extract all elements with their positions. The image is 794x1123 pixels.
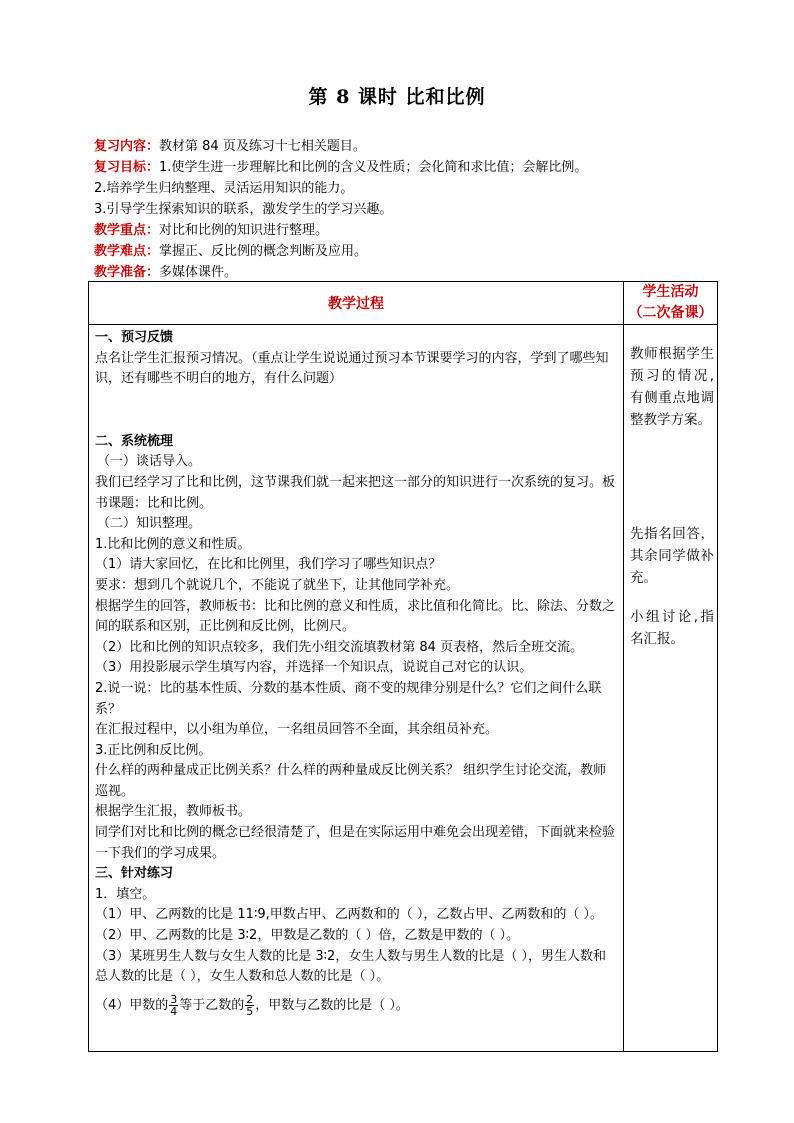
practice-q4-part-c: ，甲数与乙数的比是（ ）。 xyxy=(255,997,409,1013)
item-basic-properties: 2.说一说：比的基本性质、分数的基本性质、商不变的规律分别是什么？它们之间什么联系？ xyxy=(95,680,602,717)
activity-note-1: 教师根据学生预习的情况,有侧重点地调整教学方案。 xyxy=(630,346,714,428)
fraction-1-numerator: 3 xyxy=(170,992,178,1006)
difficult-point-text: 掌握正、反比例的概念判断及应用。 xyxy=(159,244,368,259)
question-projection: （3）用投影展示学生填写内容，并选择一个知识点，说说自己对它的认识。 xyxy=(95,660,533,676)
student-activity-cell xyxy=(624,325,718,1052)
subsection-knowledge: （二）知识整理。 xyxy=(97,516,202,532)
section-preview-title: 一、预习反馈 xyxy=(95,330,174,345)
practice-q1: （1）甲、乙两数的比是 11∶9,甲数占甲、乙两数和的（ ），乙数占甲、乙两数和的（ ）。 xyxy=(95,907,603,923)
review-content-label: 复习内容： xyxy=(94,139,160,154)
item-direct-inverse: 3.正比例和反比例。 xyxy=(95,742,212,758)
fraction-two-fifths xyxy=(245,994,254,1017)
fraction-2-numerator: 2 xyxy=(246,992,254,1006)
header-activity-line-2: （二次备课） xyxy=(628,305,713,321)
difficult-point-label: 教学难点： xyxy=(94,244,160,259)
review-goal-label: 复习目标： xyxy=(94,160,160,175)
report-process-text: 在汇报过程中，以小组为单位，一名组员回答不全面，其余组员补充。 xyxy=(95,722,499,738)
key-point-text: 对比和比例的知识进行整理。 xyxy=(159,223,329,238)
practice-q4 xyxy=(95,994,618,1017)
review-goal-3: 3.引导学生探索知识的联系，激发学生的学习兴趣。 xyxy=(94,202,393,217)
key-point-row xyxy=(94,220,734,241)
section-preview-text: 点名让学生汇报预习情况。（重点让学生说说通过预习本节课要学习的内容，学到了哪些知识，还有哪些不明白的地方，有什么问题） xyxy=(95,350,609,387)
page-title: 第 8 课时 比和比例 xyxy=(308,86,486,108)
practice-q3: （3）某班男生人数与女生人数的比是 3∶2，女生人数与男生人数的比是（ ），男生人数和总人数的比是（ ），女生人数和总人数的比是（ ）。 xyxy=(95,948,606,985)
key-point-label: 教学重点： xyxy=(94,223,160,238)
review-goal-row xyxy=(94,157,734,178)
practice-fill-blank: 1．填空。 xyxy=(95,886,156,902)
teaching-process-cell xyxy=(89,325,624,1052)
practice-q4-part-b: 等于乙数的 xyxy=(179,997,245,1013)
lesson-plan-table xyxy=(88,281,718,1052)
difficult-point-row xyxy=(94,241,734,262)
transition-text: 同学们对比和比例的概念已经很清楚了，但是在实际运用中难免会出现差错，下面就来检验一下我们的学习成果。 xyxy=(95,825,616,861)
section-practice-title: 三、针对练习 xyxy=(95,866,174,882)
activity-note-2: 先指名回答，其余同学做补充。 xyxy=(630,526,714,586)
header-activity-line-1: 学生活动 xyxy=(642,284,699,300)
board-writing-text: 根据学生的回答，教师板书：比和比例的意义和性质，求比值和化简比。比、除法、分数之间的联系和区别，正比例和反比例，比例尺。 xyxy=(95,598,616,635)
header-student-activity xyxy=(624,282,718,325)
intro-text: 我们已经学习了比和比例，这节课我们就一起来把这一部分的知识进行一次系统的复习。板书课题：比和比例。 xyxy=(95,474,616,511)
review-goal-1: 1.使学生进一步理解比和比例的含义及性质；会化简和求比值；会解比例。 xyxy=(159,160,588,175)
question-group-table: （2）比和比例的知识点较多，我们先小组交流填教材第 84 页表格，然后全班交流。 xyxy=(95,639,584,655)
preparation-row xyxy=(94,262,734,283)
question-recall: （1）请大家回忆，在比和比例里，我们学习了哪些知识点？ xyxy=(95,557,442,573)
fraction-2-denominator: 5 xyxy=(246,1004,254,1018)
preparation-text: 多媒体课件。 xyxy=(159,265,238,280)
question-proportion: 什么样的两种量成正比例关系？什么样的两种量成反比例关系？ 组织学生讨论交流，教师巡视。 xyxy=(95,763,607,799)
lesson-meta xyxy=(94,136,734,283)
review-goal-2: 2.培养学生归纳整理、灵活运用知识的能力。 xyxy=(94,181,354,196)
fraction-1-denominator: 4 xyxy=(170,1004,178,1018)
requirement-text: 要求：想到几个就说几个，不能说了就坐下，让其他同学补充。 xyxy=(95,577,460,593)
preparation-label: 教学准备： xyxy=(94,265,160,280)
review-content-row xyxy=(94,136,734,157)
section-review-title: 二、系统梳理 xyxy=(95,433,174,449)
review-content-text: 教材第 84 页及练习十七相关题目。 xyxy=(159,139,366,154)
practice-q4-part-a: （4）甲数的 xyxy=(95,997,169,1013)
board-writing-2: 根据学生汇报，教师板书。 xyxy=(95,804,252,820)
subsection-intro: （一）谈话导入。 xyxy=(97,454,202,470)
item-meaning-properties: 1.比和比例的意义和性质。 xyxy=(95,536,251,552)
activity-note-3: 小组讨论,指名汇报。 xyxy=(630,609,714,647)
header-teaching-process: 教学过程 xyxy=(89,282,624,325)
practice-q2: （2）甲、乙两数的比是 3∶2，甲数是乙数的（ ）倍，乙数是甲数的（ ）。 xyxy=(95,928,520,944)
fraction-three-quarters xyxy=(169,994,178,1017)
